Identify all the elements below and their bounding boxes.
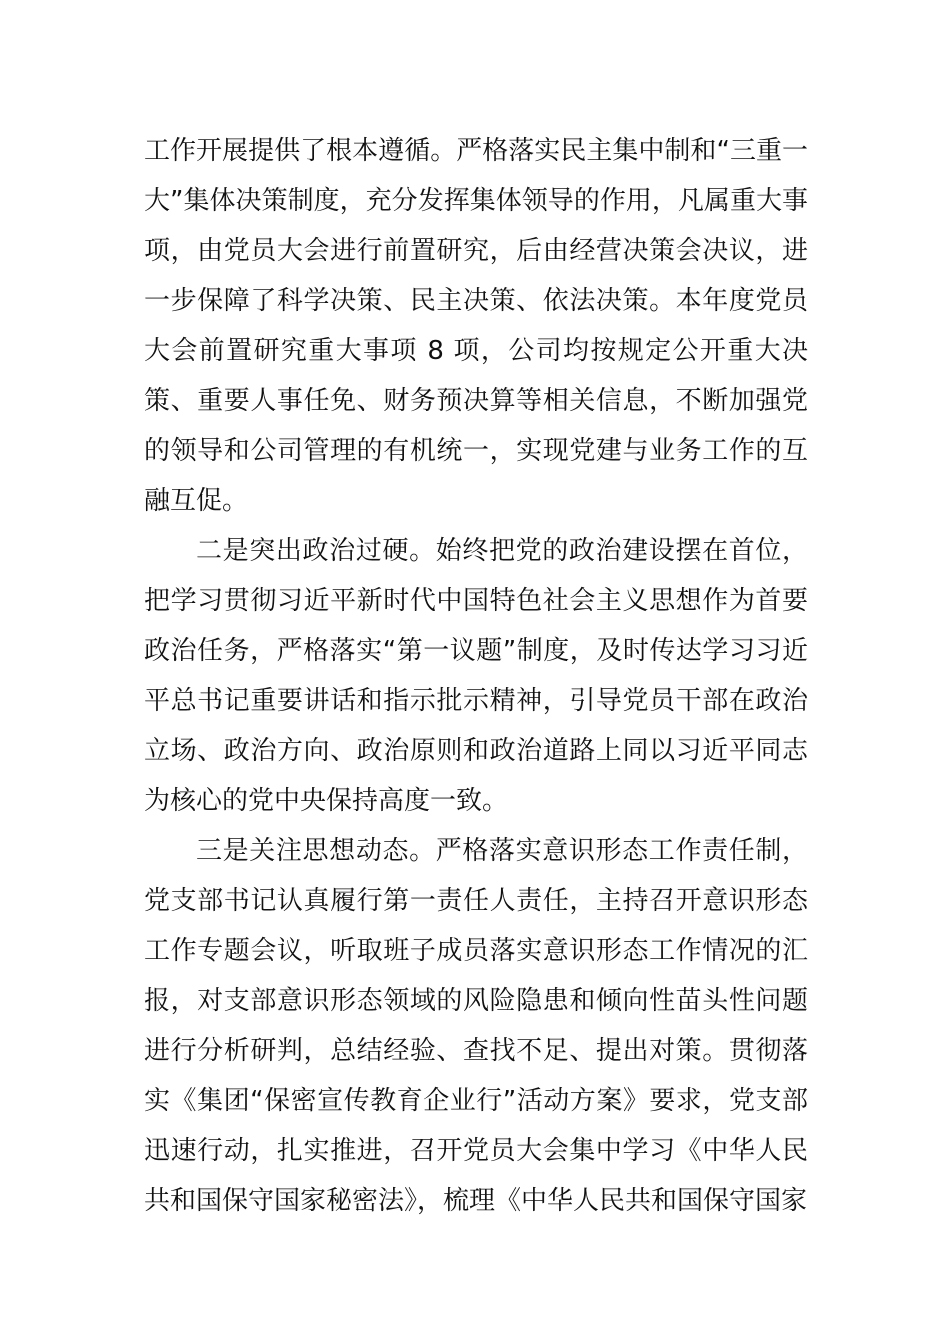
- paragraph-continuation: 工作开展提供了根本遵循。严格落实民主集中制和“三重一大”集体决策制度，充分发挥集体领导的作用，凡属重大事项，由党员大会进行前置研究，后由经营决策会决议，进一步保障了科学决策、民主决策、依法决策。本年度党员大会前置研究重大事项 8 项，公司均按规定公开重大决策、重要人事任免、财务预决算等相关信息，不断加强党的领导和公司管理的有机统一，实现党建与业务工作的互融互促。: [144, 136, 808, 516]
- document-body: [144, 126, 808, 1226]
- paragraph-political: 二是突出政治过硬。始终把党的政治建设摆在首位，把学习贯彻习近平新时代中国特色社会主义思想作为首要政治任务，严格落实“第一议题”制度，及时传达学习习近平总书记重要讲话和指示批示精神，引导党员干部在政治立场、政治方向、政治原则和政治道路上同以习近平同志为核心的党中央保持高度一致。: [144, 536, 808, 816]
- paragraph-ideology: 三是关注思想动态。严格落实意识形态工作责任制，党支部书记认真履行第一责任人责任，主持召开意识形态工作专题会议，听取班子成员落实意识形态工作情况的汇报，对支部意识形态领域的风险隐患和倾向性苗头性问题进行分析研判，总结经验、查找不足、提出对策。贯彻落实《集团“保密宣传教育企业行”活动方案》要求，党支部迅速行动，扎实推进，召开党员大会集中学习《中华人民共和国保守国家秘密法》，梳理《中华人民共和国保守国家: [144, 836, 808, 1216]
